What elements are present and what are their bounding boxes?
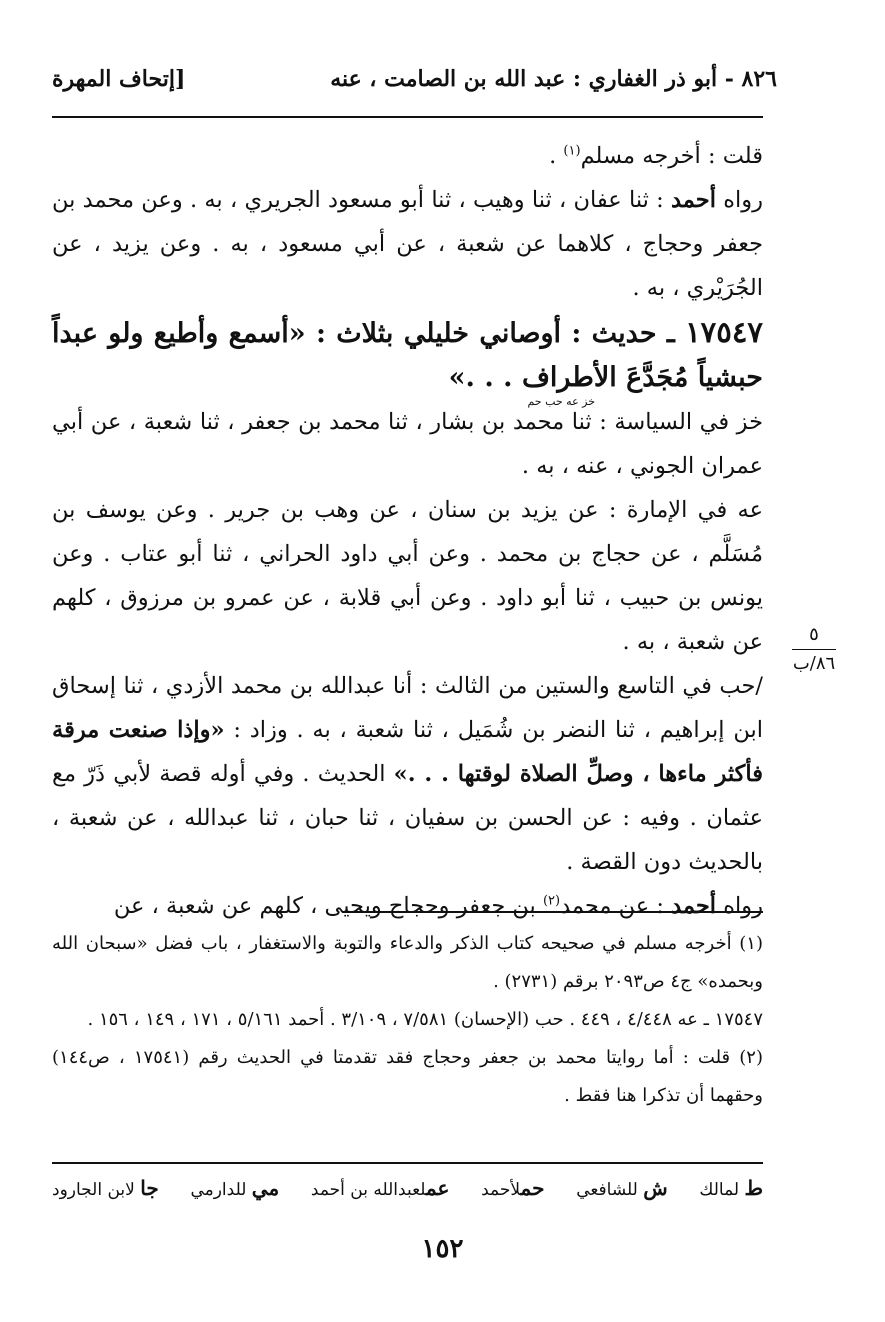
main-text xyxy=(52,134,763,928)
folio-line-number: ٥ xyxy=(809,624,819,645)
hadith-number: ١٧٥٤٧ xyxy=(685,315,763,349)
hadith-text: ـ حديث : أوصاني خليلي بثلاث : «أسمع وأطيع ولو عبداً حبشياً مُجَدَّعَ الأطراف . . .» xyxy=(52,318,763,393)
hadith-heading xyxy=(52,310,763,406)
paragraph-ahmad-1: رواه أحمد : ثنا عفان ، ثنا وهيب ، ثنا أبو مسعود الجريري ، به . وعن محمد بن جعفر وحجاج ، كلاهما عن شعبة ، عن أبي مسعود ، به . وعن يزيد ، عن الجُرَيْري ، به . xyxy=(52,187,763,301)
footnote-ref-2: (٢) xyxy=(542,893,561,909)
footnote-ref-1: (١) xyxy=(563,143,581,159)
header-divider xyxy=(52,116,763,118)
manuscript-folio-marker xyxy=(790,623,838,676)
paragraph-hibban: /حب في التاسع والستين من الثالث : أنا عبدالله بن محمد الأزدي ، ثنا إسحاق ابن إبراهيم ، ثنا النضر بن شُمَيل ، ثنا شعبة ، به . وزاد : «وإذا صنعت مرقة فأكثر ماءها ، وصلِّ الصلاة لوقتها . . .» الحديث . وفي أوله قصة لأبي ذَرّ مع عثمان . وفيه : عن الحسن بن سفيان ، ثنا حبان ، ثنا عبدالله ، عن شعبة ، بالحديث دون القصة . xyxy=(52,673,763,875)
legend-divider xyxy=(52,1162,763,1164)
footnote-sources: ١٧٥٤٧ ـ عه ٤/٤٤٨ ، ٤٤٩ . حب (الإحسان) ٧/٥٨١ ، ٣/١٠٩ . أحمد ٥/١٦١ ، ١٧١ ، ١٤٩ ، ١٥٦ . xyxy=(87,1009,763,1030)
page-header-book-name: [إتحاف المهرة xyxy=(52,66,186,92)
legend-item: ط لمالك xyxy=(699,1176,763,1200)
page-header-title: ٨٢٦ - أبو ذر الغفاري : عبد الله بن الصامت ، عنه xyxy=(330,66,777,92)
abbreviation-legend xyxy=(52,1176,763,1200)
folio-divider xyxy=(792,649,836,650)
legend-item: مي للدارمي xyxy=(190,1176,280,1200)
legend-item: ش للشافعي xyxy=(576,1176,668,1200)
folio-reference: ٨٦/ب xyxy=(792,653,836,674)
paragraph-note-muslim: قلت : أخرجه مسلم$^{(١)}$ . xyxy=(549,143,763,169)
paragraph-ahmad-2: رواه أحمد : عن محمد$^{(٢)}$ بن جعفر وحجاج ويحيى ، كلهم عن شعبة ، عن xyxy=(113,893,763,919)
paragraph-awana: عه في الإمارة : عن يزيد بن سنان ، عن وهب بن جرير . وعن يوسف بن مُسَلَّم ، عن حجاج بن محمد . وعن أبي داود الحراني ، ثنا أبو عتاب . وعن يونس بن حبيب ، ثنا أبو داود . وعن أبي قلابة ، عن عمرو بن مرزوق ، كلهم عن شعبة ، به . xyxy=(52,497,763,655)
paragraph-khuz: خز في السياسة : ثنا محمد بن بشار ، ثنا محمد بن جعفر ، ثنا شعبة ، عن أبي عمران الجوني ، عنه ، به . xyxy=(52,409,763,479)
page-number: ١٥٢ xyxy=(421,1234,464,1264)
footnote-1: (١) أخرجه مسلم في صحيحه كتاب الذكر والدعاء والتوبة والاستغفار ، باب فضل «سبحان الله وبحمده» ج٤ ص٢٠٩٣ برقم (٢٧٣١) . xyxy=(52,933,763,992)
footnotes xyxy=(52,925,763,1115)
legend-item: عملعبدالله بن أحمد xyxy=(310,1176,450,1200)
hadith-source-codes: خز عه حب حم xyxy=(527,395,595,408)
legend-item: جا لابن الجارود xyxy=(52,1176,159,1200)
legend-item: حملأحمد xyxy=(481,1176,545,1200)
footnote-divider xyxy=(342,911,763,913)
footnote-2: (٢) قلت : أما روايتا محمد بن جعفر وحجاج فقد تقدمتا في الحديث رقم (١٧٥٤١ ، ص١٤٤) وحقهما أن تذكرا هنا فقط . xyxy=(52,1047,763,1106)
